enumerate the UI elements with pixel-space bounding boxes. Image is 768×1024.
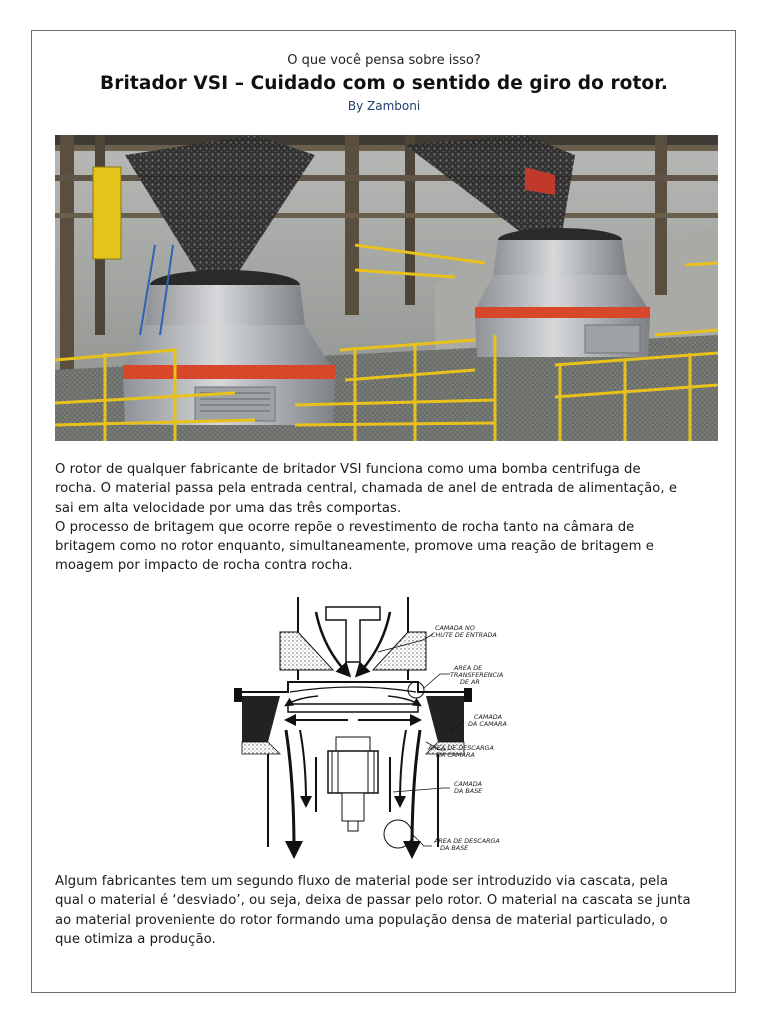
paragraph-line: qual o material é ‘desviado’, ou seja, deixa de passar pelo rotor. O material na cascata se junta <box>55 893 691 909</box>
paragraph-rotor-description <box>55 460 719 576</box>
paragraph-line: moagem por impacto de rocha contra rocha. <box>55 558 353 574</box>
author-byline: By Zamboni <box>347 99 421 113</box>
paragraph-cascade-flow <box>55 872 719 949</box>
paragraph-line: Algum fabricantes tem um segundo fluxo de material pode ser introduzido via cascata, pela <box>55 874 668 889</box>
paragraph-line: O rotor de qualquer fabricante de britador VSI funciona como uma bomba centrifuga de <box>55 462 641 477</box>
page-subtitle: O que você pensa sobre isso? <box>287 53 481 68</box>
paragraph-line: O processo de britagem que ocorre repõe o revestimento de rocha tanto na câmara de <box>55 519 635 535</box>
label-camada-chute: CAMADA NO CHUTE DE ENTRADA <box>431 624 497 639</box>
paragraph-line: sai em alta velocidade por uma das três comportas. <box>55 500 402 516</box>
paragraph-line: rocha. O material passa pela entrada central, chamada de anel de entrada de alimentação, e <box>55 481 678 497</box>
page-title: Britador VSI – Cuidado com o sentido de giro do rotor. <box>100 73 668 94</box>
paragraph-line: britagem como no rotor enquanto, simultaneamente, promove uma reação de britagem e <box>55 539 654 555</box>
label-camada-base: CAMADA DA BASE <box>454 780 483 795</box>
label-area-descarga-base: AREA DE DESCARGA DA BASE <box>434 837 500 852</box>
label-area-descarga-camara: AREA DE DESCARGA DA CAMARA <box>428 744 494 759</box>
crusher-photo <box>55 135 718 441</box>
paragraph-line: ao material proveniente do rotor formando uma população densa de material particulado, o <box>55 912 668 928</box>
label-area-transferencia: AREA DE TRANSFERENCIA DE AR <box>450 664 504 686</box>
label-camada-camara: CAMADA DA CAMARA <box>468 713 507 728</box>
rotor-cross-section-diagram <box>228 592 528 860</box>
paragraph-line: que otimiza a produção. <box>55 931 216 947</box>
